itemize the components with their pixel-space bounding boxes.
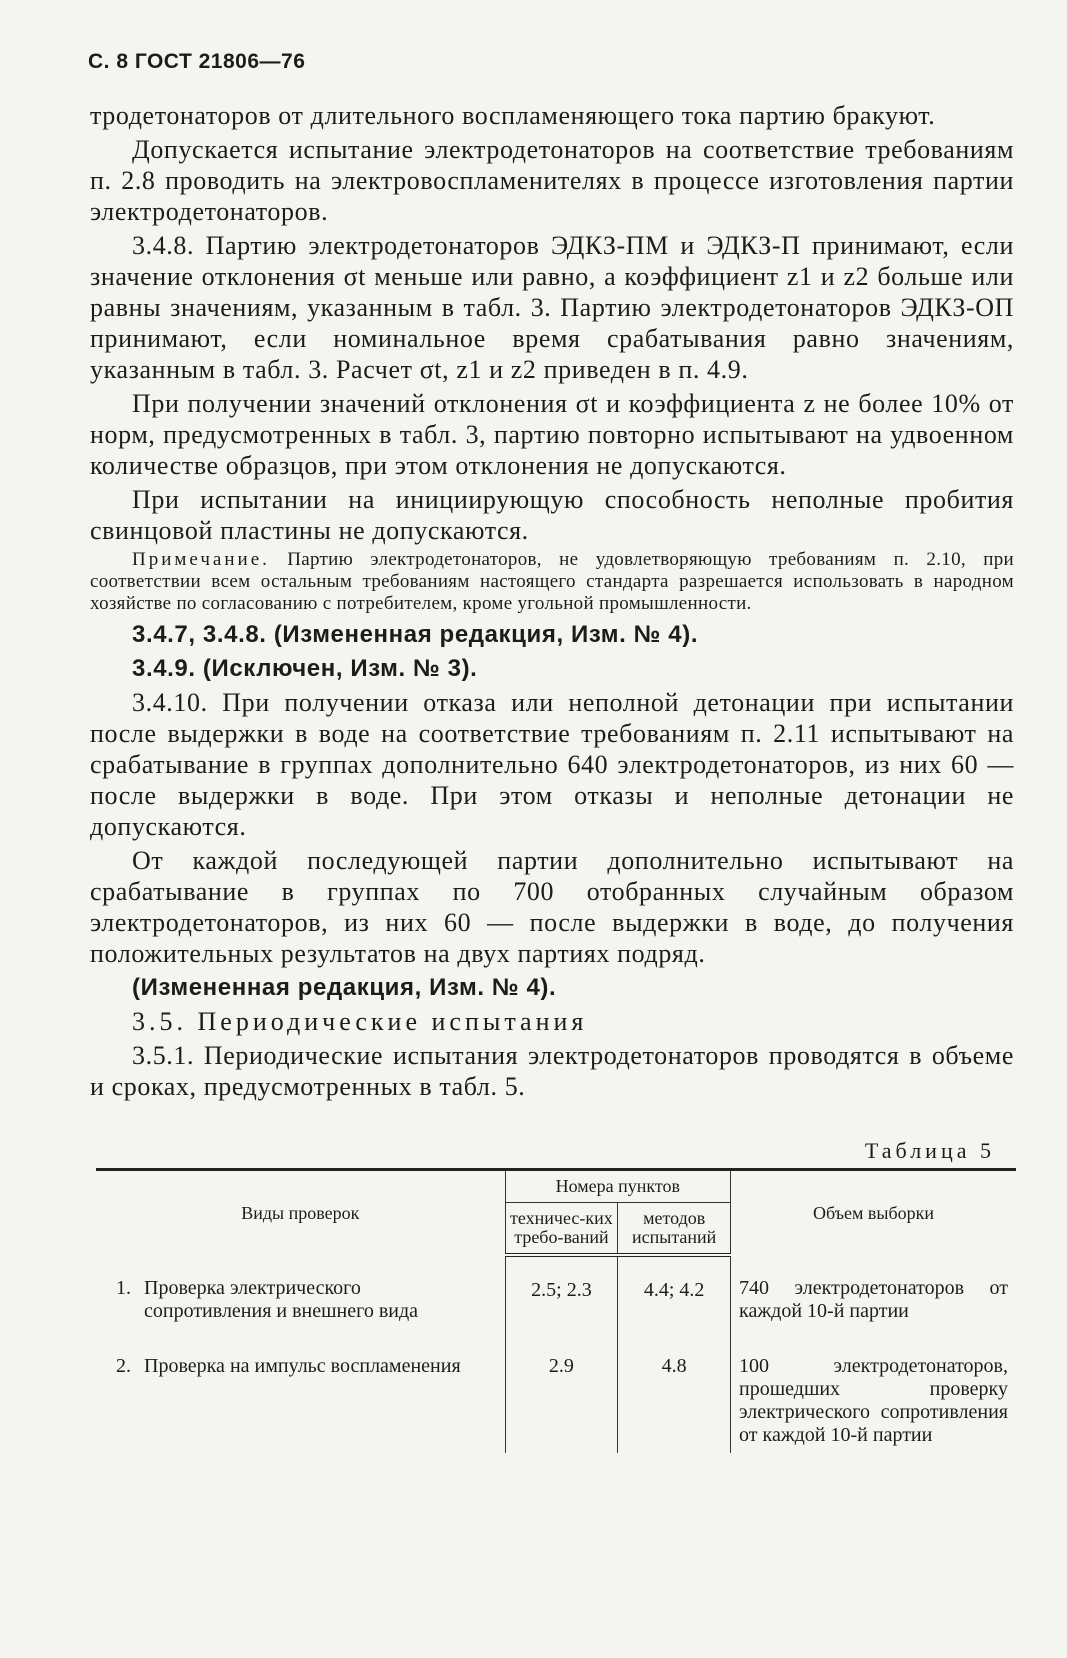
paragraph: При испытании на инициирующую способность неполные пробития свинцовой пластины не допускаются. xyxy=(90,485,1014,545)
row-methods: 4.4; 4.2 xyxy=(618,1255,731,1329)
amendment-note: 3.4.7, 3.4.8. (Измененная редакция, Изм. № 4). xyxy=(132,621,699,648)
header-kinds: Виды проверок xyxy=(96,1170,505,1256)
paragraph: Допускается испытание электродетонаторов на соответствие требованиям п. 2.8 проводить на электровоспламенителях в процессе изготовления партии электродетонаторов. xyxy=(90,135,1014,226)
section-heading: 3.5. Периодические испытания xyxy=(132,1007,588,1036)
row-number: 1. xyxy=(116,1277,131,1299)
table-row xyxy=(96,1329,1016,1453)
header-tech: техничес-ких требо-ваний xyxy=(505,1203,618,1256)
table-caption: Таблица 5 xyxy=(864,1138,995,1163)
header-methods: методов испытаний xyxy=(618,1203,731,1256)
paragraph: От каждой последующей партии дополнительно испытывают на срабатывание в группах по 700 отобранных случайным образом электродетонаторов, из них 60 — после выдержки в воде, до получения положительных результатов на двух партиях подряд. xyxy=(90,846,1014,968)
paragraph: 3.4.8. Партию электродетонаторов ЭДКЗ-ПМ и ЭДКЗ-П принимают, если значение отклонения σt меньше или равно, а коэффициент z1 и z2 больше или равны значениям, указанным в табл. 3. Партию электродетонаторов ЭДКЗ-ОП принимают, если номинальное время срабатывания равно значениям, указанным в табл. 3. Расчет σt, z1 и z2 приведен в п. 4.9. xyxy=(90,231,1014,384)
note-text: Партию электродетонаторов, не удовлетворяющую требованиям п. 2.10, при соответствии всем остальным требованиям настоящего стандарта разрешается использовать в народном хозяйстве по согласованию с потребителем, кроме угольной промышленности. xyxy=(90,549,1014,614)
note-label: Примечание. xyxy=(132,549,270,570)
row-tech: 2.5; 2.3 xyxy=(505,1255,618,1329)
row-number: 2. xyxy=(116,1355,131,1377)
amendment-note: 3.4.9. (Исключен, Изм. № 3). xyxy=(132,655,478,682)
body-text xyxy=(90,100,1014,1105)
header-items: Номера пунктов xyxy=(505,1170,730,1203)
page-header: С. 8 ГОСТ 21806—76 xyxy=(88,50,306,73)
paragraph: 3.5.1. Периодические испытания электродетонаторов проводятся в объеме и сроках, предусмотренных в табл. 5. xyxy=(90,1041,1014,1101)
paragraph: тродетонаторов от длительного воспламеняющего тока партию бракуют. xyxy=(90,101,936,130)
amendment-note: (Измененная редакция, Изм. № 4). xyxy=(132,974,557,1001)
row-volume: 100 электродетонаторов, прошедших проверку электрического сопротивления от каждой 10-й партии xyxy=(739,1355,1008,1446)
row-name: Проверка электрического сопротивления и внешнего вида xyxy=(144,1277,419,1322)
table-row xyxy=(96,1255,1016,1329)
row-methods: 4.8 xyxy=(618,1329,731,1453)
table-5 xyxy=(96,1168,1016,1453)
row-volume: 740 электродетонаторов от каждой 10-й партии xyxy=(739,1277,1008,1322)
paragraph: 3.4.10. При получении отказа или неполной детонации при испытании после выдержки в воде на соответствие требованиям п. 2.11 испытывают на срабатывание в группах дополнительно 640 электродетонаторов, из них 60 — после выдержки в воде. При этом отказы и неполные детонации не допускаются. xyxy=(90,688,1014,841)
paragraph: При получении значений отклонения σt и коэффициента z не более 10% от норм, предусмотренных в табл. 3, партию повторно испытывают на удвоенном количестве образцов, при этом отклонения не допускаются. xyxy=(90,389,1014,480)
row-tech: 2.9 xyxy=(505,1329,618,1453)
row-name: Проверка на импульс воспламенения xyxy=(144,1355,461,1377)
header-volume: Объем выборки xyxy=(731,1170,1016,1256)
note xyxy=(90,549,1014,615)
